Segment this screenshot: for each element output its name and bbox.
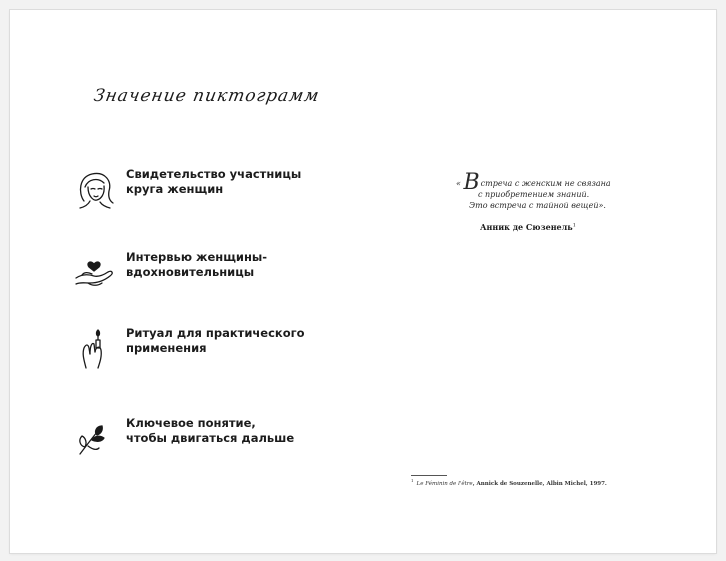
legend-item-ritual	[72, 326, 352, 376]
book-spread	[10, 10, 716, 553]
page-title: Значение пиктограмм	[92, 86, 322, 106]
footnote-divider	[411, 475, 447, 476]
legend-label: Свидетельство участницы круга женщин	[126, 167, 302, 196]
legend-label: Интервью женщины- вдохновительницы	[126, 250, 268, 279]
ritual-hand-icon	[72, 326, 118, 372]
quote-line: Это встреча с тайной вещей».	[469, 201, 606, 210]
legend-item-key-concept	[72, 416, 352, 466]
hand-heart-icon	[72, 250, 118, 296]
footnote: $^1$Le Féminin de l'être, Annick de Souzenelle, Albin Michel, 1997.	[411, 478, 607, 487]
left-page	[10, 10, 363, 553]
legend-item-testimony	[72, 167, 352, 217]
right-page	[363, 10, 716, 553]
quote-line: с приобретением знаний.	[478, 190, 590, 199]
woman-face-icon	[72, 167, 118, 213]
legend-item-interview	[72, 250, 352, 300]
epigraph-quote	[456, 170, 636, 211]
legend-label: Ритуал для практического применения	[126, 326, 305, 355]
quote-author: Анник де Сюзенель$^1$	[480, 222, 576, 232]
quote-line: « Встреча с женским не связана	[456, 170, 611, 195]
footnote-ref[interactable]: 1	[572, 222, 576, 229]
legend-label: Ключевое понятие, чтобы двигаться дальше	[126, 416, 295, 445]
drop-cap: В	[463, 170, 480, 195]
leaf-sprig-icon	[72, 416, 118, 462]
